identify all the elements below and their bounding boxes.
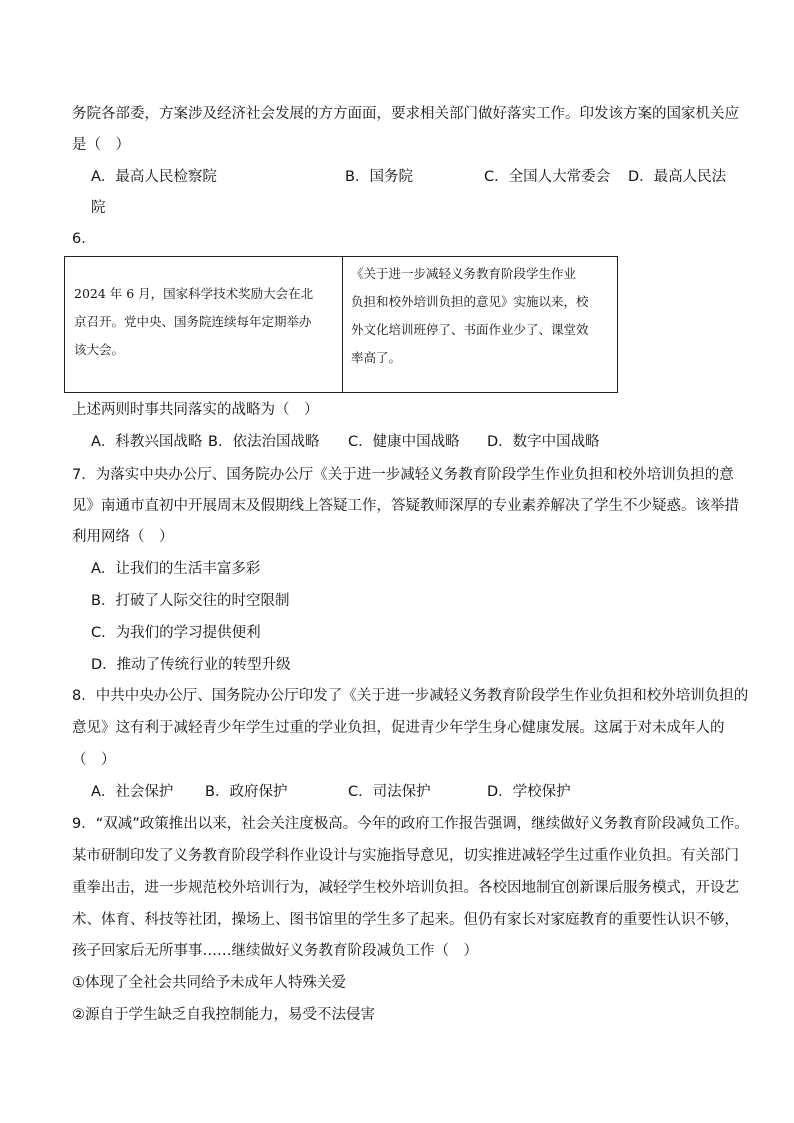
q8-option-d: D．学校保护 [487, 784, 571, 800]
q6-news-right-line: 率高了。 [351, 350, 402, 365]
q5-stem-line-2: 是（ ） [72, 137, 130, 153]
q6-news-table [64, 256, 618, 393]
q7-stem-line-3: 利用网络（ ） [72, 529, 174, 545]
q6-table-divider [342, 257, 343, 392]
q6-option-d: D．数字中国战略 [487, 434, 600, 450]
q6-news-left-line: 2024 年 6 月，国家科学技术奖励大会在北 [74, 286, 314, 301]
q9-statement-1: ①体现了全社会共同给予未成年人特殊关爱 [72, 975, 346, 991]
q5-option-c: C．全国人大常委会 [484, 169, 611, 185]
q9-stem-line-5: 孩子回家后无所事事……继续做好义务教育阶段减负工作（ ） [72, 943, 478, 959]
q5-option-a: A．最高人民检察院 [91, 169, 217, 185]
q6-news-left-line: 京召开。党中央、国务院连续每年定期举办 [74, 314, 312, 329]
q8-stem-line-3: （ ） [72, 752, 116, 768]
q9-stem-line-3: 重拳出击，进一步规范校外培训行为，减轻学生校外培训负担。各校因地制宜创新课后服务模式，开设艺 [72, 880, 739, 896]
q8-option-c: C．司法保护 [348, 784, 431, 800]
q9-stem-line-1: 9．“双减”政策推出以来，社会关注度极高。今年的政府工作报告强调，继续做好义务教育阶段减负工作。 [72, 816, 749, 832]
q5-stem-line-1: 务院各部委，方案涉及经济社会发展的方方面面，要求相关部门做好落实工作。印发该方案的国家机关应 [72, 106, 739, 122]
q6-news-right-line: 负担和校外培训负担的意见》实施以来，校 [351, 294, 589, 309]
q7-option-b: B．打破了人际交往的时空限制 [91, 593, 290, 609]
q6-option-a: A．科教兴国战略 [91, 434, 203, 450]
q6-news-right-line: 《关于进一步减轻义务教育阶段学生作业 [351, 266, 577, 281]
q9-statement-2: ②源自于学生缺乏自我控制能力，易受不法侵害 [72, 1007, 375, 1023]
q6-news-left-line: 该大会。 [74, 342, 125, 357]
q9-stem-line-2: 某市研制印发了义务教育阶段学科作业设计与实施指导意见，切实推进减轻学生过重作业负担。有关部门 [72, 848, 739, 864]
q6-news-right [351, 260, 613, 372]
q8-option-a: A．社会保护 [91, 784, 174, 800]
q6-option-b: B．依法治国战略 [208, 434, 320, 450]
q9-stem-line-4: 术、体育、科技等社团，操场上、图书馆里的学生多了起来。但仍有家长对家庭教育的重要性认识不够， [72, 912, 739, 928]
q8-stem-line-2: 意见》这有利于减轻青少年学生过重的学业负担，促进青少年学生身心健康发展。这属于对未成年人的 [72, 720, 725, 736]
q6-news-right-line: 外文化培训班停了、书面作业少了、课堂效 [351, 322, 589, 337]
q5-option-d-wrap: 院 [91, 200, 106, 216]
q6-number: 6． [72, 231, 96, 247]
q6-news-left [74, 280, 336, 364]
q6-option-c: C．健康中国战略 [348, 434, 460, 450]
q7-stem-line-1: 7．为落实中央办公厅、国务院办公厅《关于进一步减轻义务教育阶段学生作业负担和校外培训负担的意 [72, 467, 734, 483]
q7-option-d: D．推动了传统行业的转型升级 [91, 657, 291, 673]
q7-stem-line-2: 见》南通市直初中开展周末及假期线上答疑工作，答疑教师深厚的专业素养解决了学生不少疑惑。该举措 [72, 498, 739, 514]
q8-stem-line-1: 8．中共中央办公厅、国务院办公厅印发了《关于进一步减轻义务教育阶段学生作业负担和校外培训负担的 [72, 688, 749, 704]
q5-option-b: B．国务院 [345, 169, 413, 185]
q7-option-a: A．让我们的生活丰富多彩 [91, 561, 261, 577]
q5-option-d: D．最高人民法 [628, 169, 727, 185]
q8-option-b: B．政府保护 [205, 784, 288, 800]
q6-stem: 上述两则时事共同落实的战略为（ ） [72, 402, 319, 418]
q7-option-c: C．为我们的学习提供便利 [91, 625, 261, 641]
